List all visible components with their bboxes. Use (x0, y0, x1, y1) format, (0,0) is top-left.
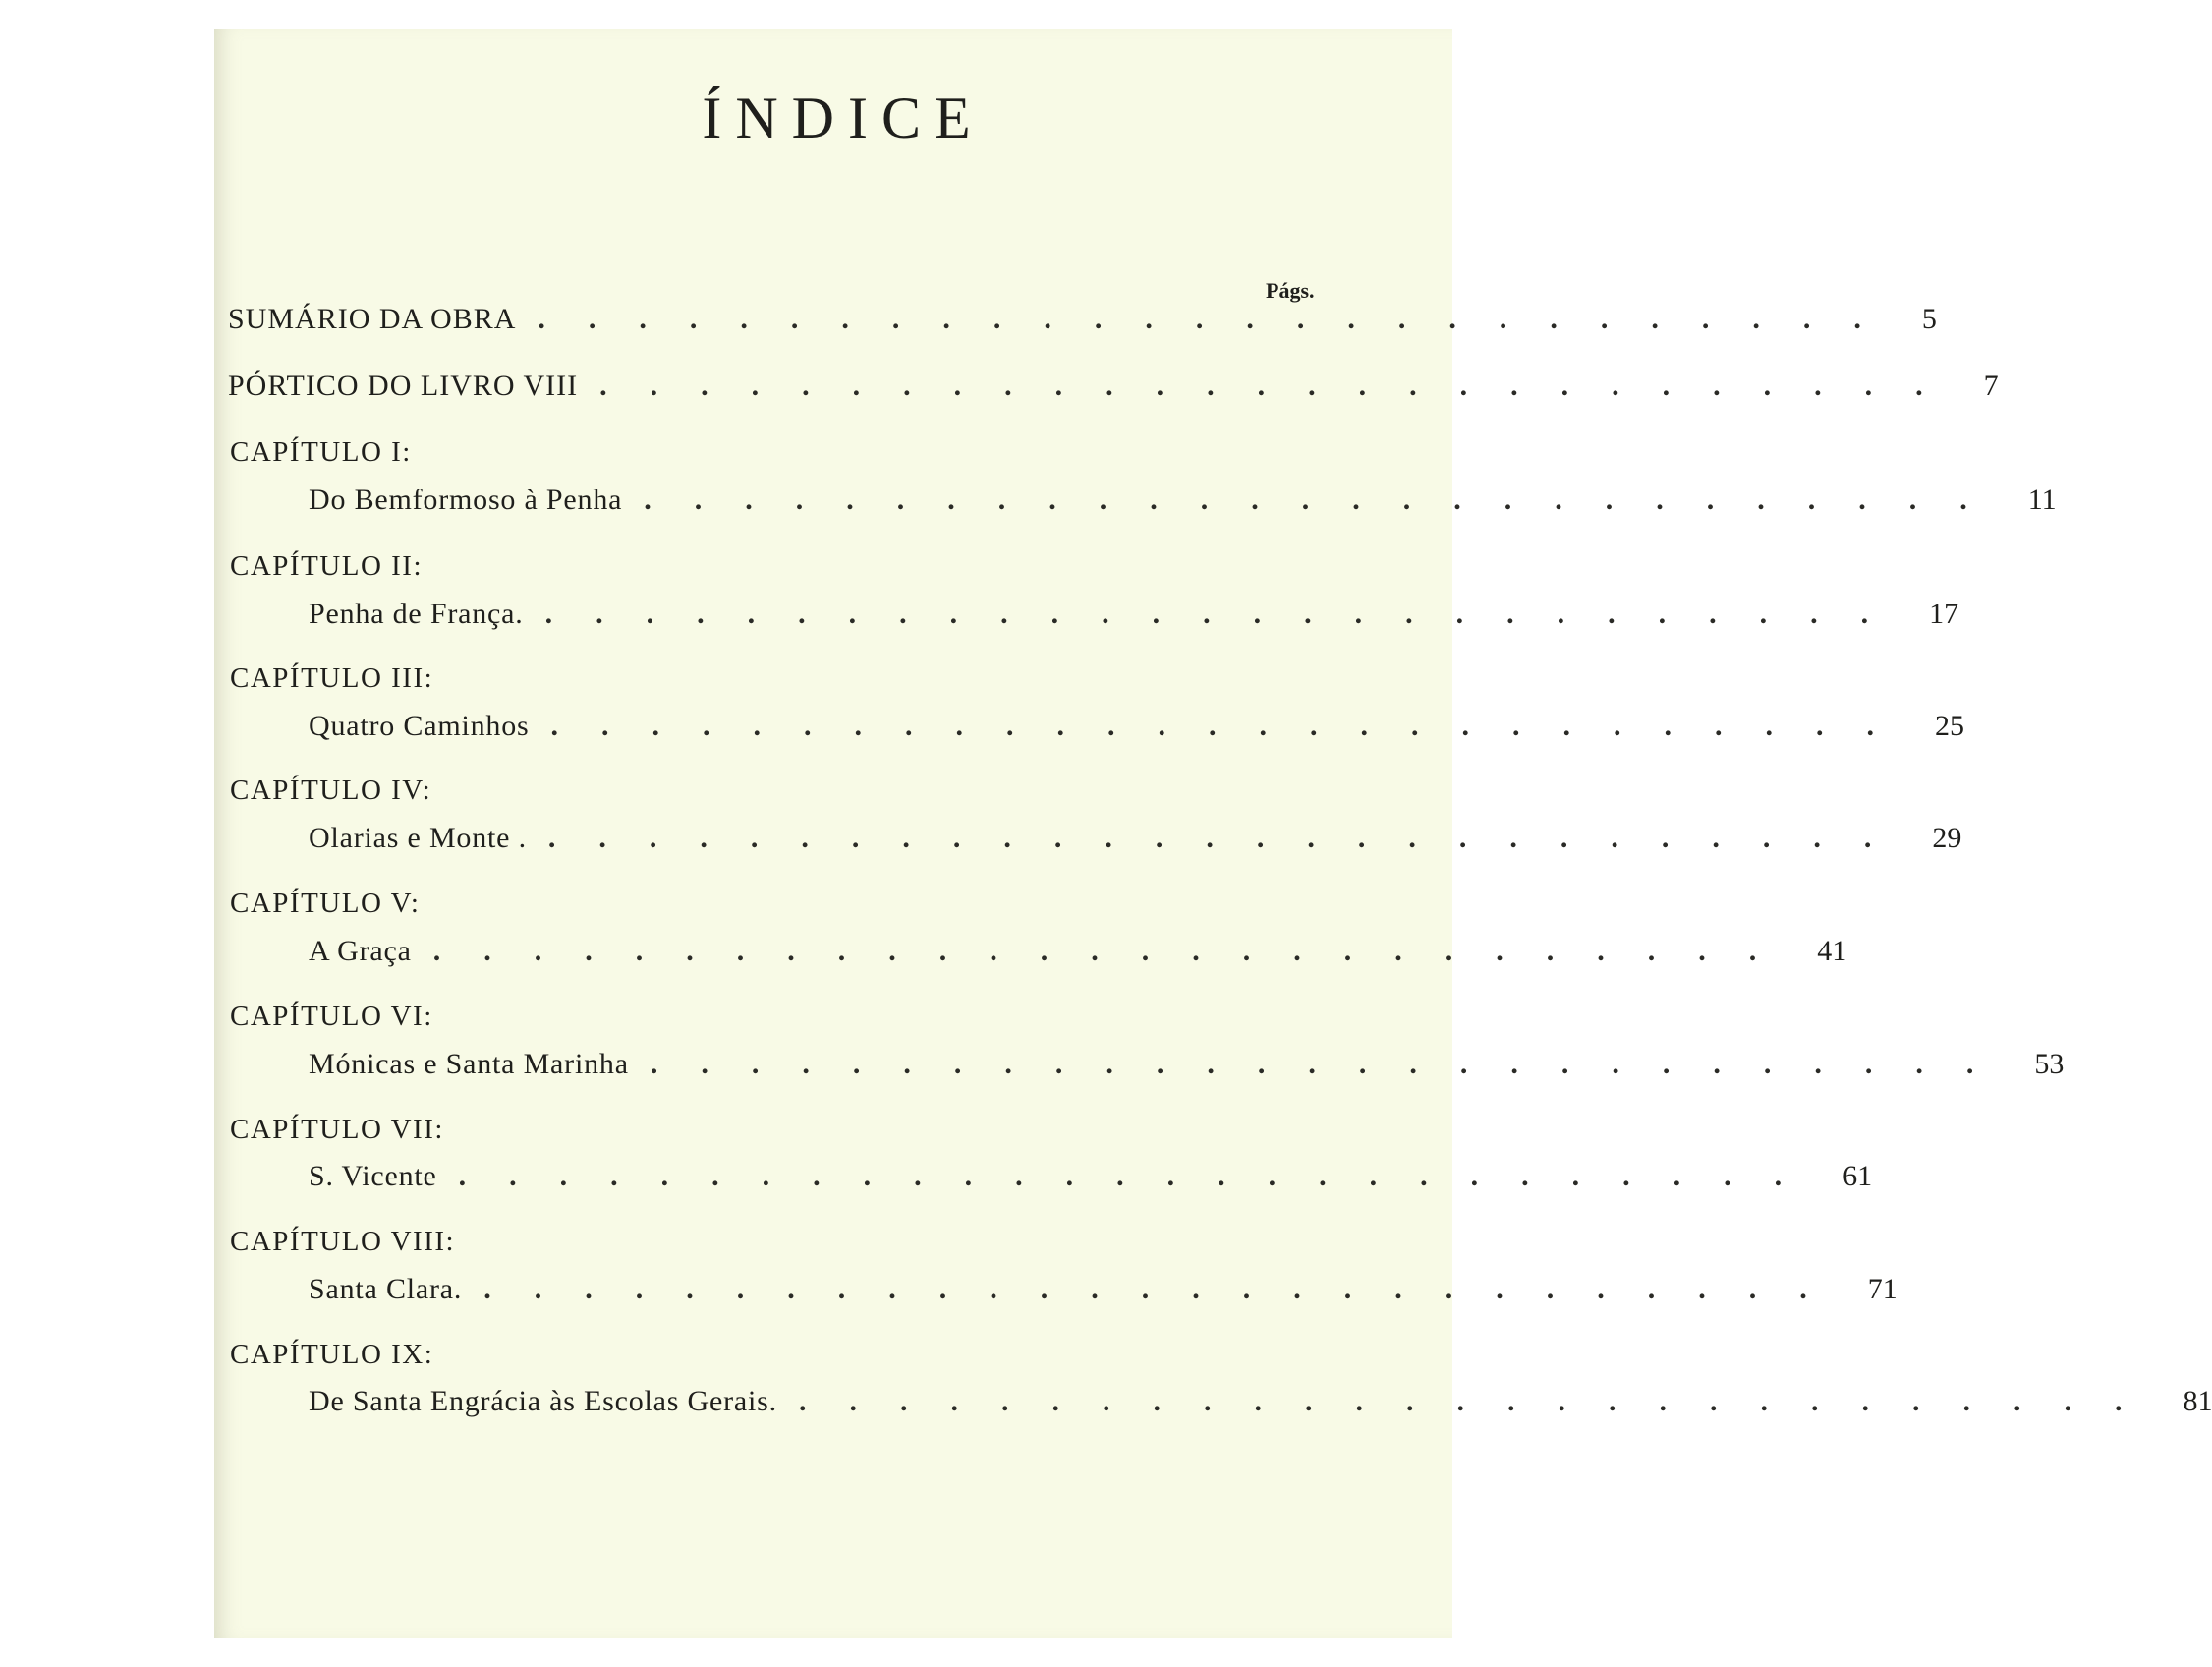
chapter-heading: CAPÍTULO IX: (230, 1339, 434, 1370)
toc-entry-label: Penha de França. (309, 598, 524, 630)
chapter-heading: CAPÍTULO II: (230, 550, 424, 582)
toc-entry-label: Quatro Caminhos (309, 710, 530, 742)
dot-leader: ........................... (650, 1048, 2017, 1080)
chapter-heading: CAPÍTULO VI: (230, 1001, 433, 1032)
toc-entry-section (309, 822, 1962, 865)
toc-entry-page: 29 (1932, 822, 1962, 854)
toc-entry-label: Mónicas e Santa Marinha (309, 1048, 629, 1080)
toc-entry-sumario (228, 303, 1937, 346)
chapter-heading: CAPÍTULO IV: (230, 775, 432, 806)
chapter-heading: CAPÍTULO V: (230, 888, 421, 919)
toc-entry-label: S. Vicente (309, 1160, 437, 1192)
toc-entry-page: 5 (1921, 303, 1937, 335)
toc-entry-page: 7 (1983, 370, 1999, 402)
chapter-heading: CAPÍTULO I: (230, 436, 412, 468)
toc-entry-page: 81 (2183, 1385, 2212, 1417)
toc-entry-label: A Graça (309, 935, 412, 967)
toc-entry-label: Santa Clara. (309, 1273, 463, 1305)
toc-entry-label: SUMÁRIO DA OBRA (228, 303, 517, 335)
toc-entry-label: De Santa Engrácia às Escolas Gerais. (309, 1385, 777, 1417)
dot-leader: ........................... (599, 370, 1966, 402)
pages-column-header: Págs. (1266, 278, 1315, 303)
toc-entry-section (309, 1160, 1873, 1203)
dot-leader: ........................... (458, 1160, 1826, 1192)
toc-entry-portico (228, 370, 1999, 413)
chapter-heading: CAPÍTULO VII: (230, 1114, 444, 1145)
toc-entry-page: 71 (1867, 1273, 1898, 1305)
toc-entry-label: Olarias e Monte . (309, 822, 527, 854)
chapter-heading: CAPÍTULO III: (230, 662, 434, 694)
toc-entry-label: Do Bemformoso à Penha (309, 484, 623, 516)
toc-entry-section (309, 1048, 2065, 1091)
dot-leader: ........................... (550, 710, 1917, 742)
toc-entry-page: 25 (1934, 710, 1964, 742)
toc-entry-section (309, 710, 1964, 753)
toc-entry-section (309, 598, 1959, 641)
dot-leader: ........................... (798, 1385, 2166, 1417)
dot-leader: ........................... (432, 935, 1800, 967)
toc-entry-page: 53 (2034, 1048, 2065, 1080)
toc-entry-page: 17 (1929, 598, 1959, 630)
toc-entry-section (309, 935, 1847, 978)
toc-entry-page: 41 (1817, 935, 1847, 967)
toc-entry-page: 11 (2027, 484, 2057, 516)
dot-leader: ........................... (538, 303, 1904, 335)
book-page (214, 29, 2212, 1638)
dot-leader: ........................... (547, 822, 1915, 854)
chapter-heading: CAPÍTULO VIII: (230, 1226, 456, 1257)
page-title: ÍNDICE (702, 86, 985, 150)
dot-leader: ........................... (483, 1273, 1850, 1305)
toc-entry-label: PÓRTICO DO LIVRO VIII (228, 370, 579, 402)
toc-entry-page: 61 (1843, 1160, 1873, 1192)
dot-leader: ........................... (544, 598, 1912, 630)
toc-entry-section (309, 1273, 1898, 1316)
dot-leader: ........................... (644, 484, 2011, 516)
toc-entry-section (309, 484, 2057, 527)
toc-entry-section (309, 1385, 2212, 1428)
